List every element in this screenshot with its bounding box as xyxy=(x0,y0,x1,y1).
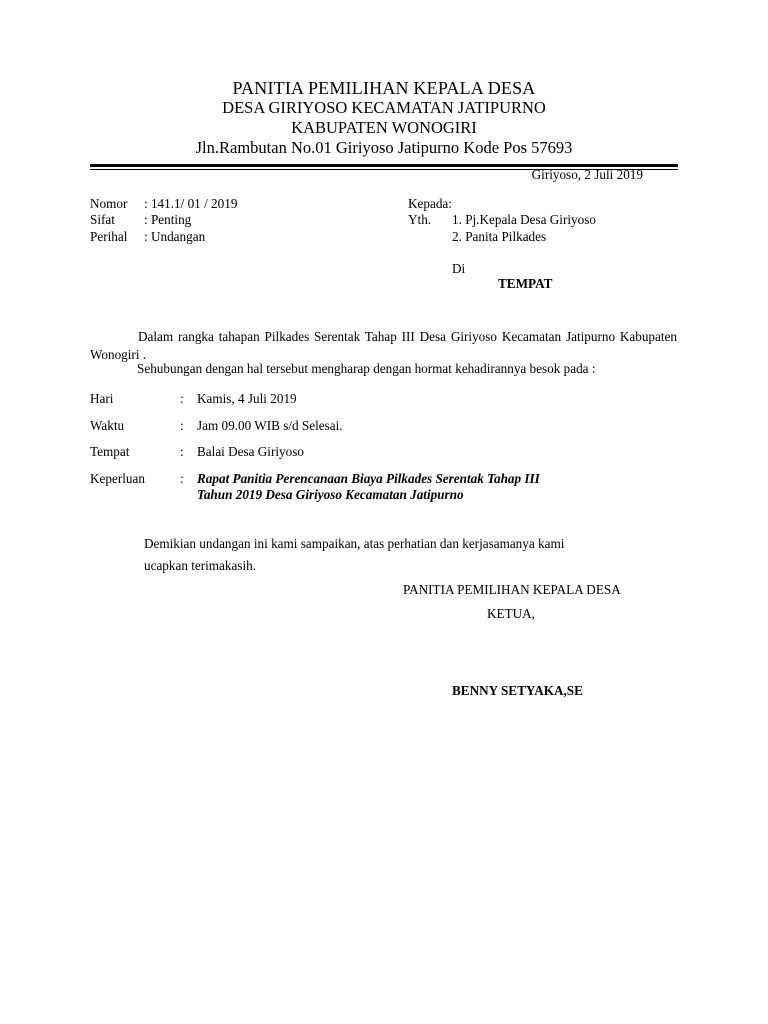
nomor-value: : 141.1/ 01 / 2019 xyxy=(144,196,238,211)
closing-line-2: ucapkan terimakasih. xyxy=(144,558,257,573)
recipient-item-2: 2. Panita Pilkades xyxy=(452,229,547,244)
signature-role: KETUA, xyxy=(487,606,535,621)
tempat-value: Balai Desa Giriyoso xyxy=(197,444,304,459)
letterhead-address: Jln.Rambutan No.01 Giriyoso Jatipurno Kode Pos 57693 xyxy=(195,138,573,157)
closing-line-1: Demikian undangan ini kami sampaikan, atas perhatian dan kerjasamanya kami xyxy=(144,536,565,551)
di-label: Di xyxy=(452,261,466,276)
waktu-colon: : xyxy=(180,418,184,433)
sifat-label: Sifat xyxy=(90,212,115,227)
kepada-label: Kepada: xyxy=(408,196,452,211)
letter-date: Giriyoso, 2 Juli 2019 xyxy=(531,167,643,182)
waktu-label: Waktu xyxy=(90,418,125,433)
hari-colon: : xyxy=(180,391,184,406)
keperluan-colon: : xyxy=(180,471,184,486)
tempat-label: Tempat xyxy=(90,444,130,459)
hari-value: Kamis, 4 Juli 2019 xyxy=(197,391,297,406)
letterhead-village: DESA GIRIYOSO KECAMATAN JATIPURNO xyxy=(222,98,546,117)
body-paragraph-1: Dalam rangka tahapan Pilkades Serentak Tahap III Desa Giriyoso Kecamatan Jatipurno Kabupaten Wonogiri . xyxy=(90,329,677,362)
tempat-colon: : xyxy=(180,444,184,459)
keperluan-label: Keperluan xyxy=(90,471,145,486)
tempat-heading: TEMPAT xyxy=(498,276,553,291)
body-paragraph-2: Sehubungan dengan hal tersebut mengharap dengan hormat kehadirannya besok pada : xyxy=(137,361,596,376)
recipient-item-1: 1. Pj.Kepala Desa Giriyoso xyxy=(452,212,596,227)
signature-organization: PANITIA PEMILIHAN KEPALA DESA xyxy=(403,582,621,597)
yth-label: Yth. xyxy=(408,212,432,227)
waktu-value: Jam 09.00 WIB s/d Selesai. xyxy=(197,418,343,433)
keperluan-value-line-2: Tahun 2019 Desa Giriyoso Kecamatan Jatipurno xyxy=(197,487,464,502)
perihal-label: Perihal xyxy=(90,229,128,244)
keperluan-value-line-1: Rapat Panitia Perencanaan Biaya Pilkades Serentak Tahap III xyxy=(197,471,540,486)
sifat-value: : Penting xyxy=(144,212,192,227)
signatory-name: BENNY SETYAKA,SE xyxy=(452,683,583,698)
letterhead-title: PANITIA PEMILIHAN KEPALA DESA xyxy=(232,78,536,98)
letterhead-regency: KABUPATEN WONOGIRI xyxy=(291,118,477,137)
hari-label: Hari xyxy=(90,391,114,406)
perihal-value: : Undangan xyxy=(144,229,206,244)
nomor-label: Nomor xyxy=(90,196,128,211)
